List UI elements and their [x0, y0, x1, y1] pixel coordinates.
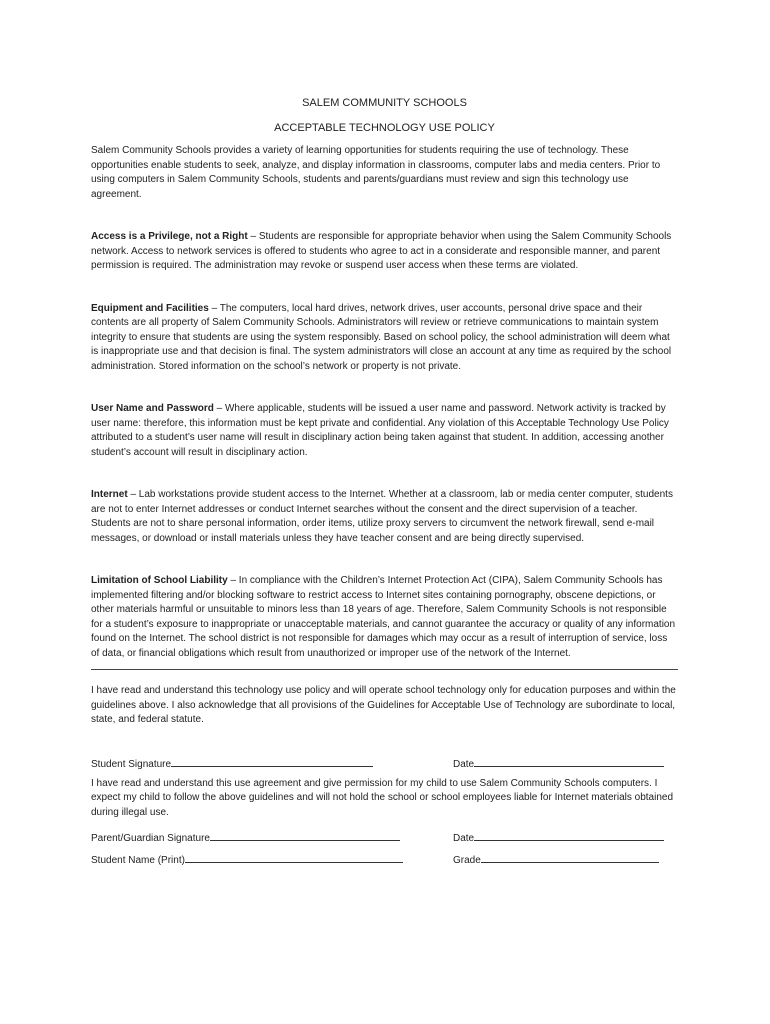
student-date-field[interactable] — [474, 755, 664, 767]
date-label: Date — [453, 758, 475, 770]
student-signature-field[interactable] — [171, 755, 373, 767]
section-internet — [91, 488, 678, 546]
section-body: – Lab workstations provide student access to the Internet. Whether at a classroom, lab or media center computer, students are not to enter Internet addresses or conduct Internet searches without the consent and the direct supervision of a teacher. Students are not to share personal information, order items, utilize proxy servers to circumvent the network firewall, send e-mail messages, or download or install materials unless they have teacher consent and are being directly supervised. — [91, 489, 673, 544]
student-name-field[interactable] — [185, 851, 403, 863]
section-heading: Equipment and Facilities — [91, 302, 209, 314]
student-name-label: Student Name (Print) — [91, 855, 185, 866]
policy-title: ACCEPTABLE TECHNOLOGY USE POLICY — [274, 122, 495, 134]
student-name-row — [91, 851, 678, 866]
date-label: Date — [453, 833, 475, 844]
section-body: – In compliance with the Children’s Internet Protection Act (CIPA), Salem Community Schools has implemented filtering and/or blocking software to restrict access to Internet sites containing pornography, obscene depictions, or other materials harmful or unsuitable to minors less than 18 years of age. Therefore, Salem Community Schools is not responsible for a student’s exposure to inappropriate or unacceptable materials, and cannot guarantee the accuracy or quality of any information found on the Internet. The school district is not responsible for damages which may occur as a result of interruption of service, loss of data, or financial obligations which result from unauthorized or improper use of the network of the Internet. — [91, 575, 676, 659]
section-heading: User Name and Password — [91, 403, 214, 414]
parent-acknowledgement: I have read and understand this use agreement and give permission for my child to use Salem Community Schools computers. I expect my child to follow the above guidelines and will not hold the school or school employees liable for Internet materials obtained during illegal use. — [91, 777, 674, 818]
section-access — [91, 230, 678, 274]
section-body: – Where applicable, students will be issued a user name and password. Network activity is tracked by user name: therefore, this information must be kept private and confidential. Any violation of this Acceptable Technology Use Policy attributed to a student’s user name will result in disciplinary action being taken against that student. In addition, accessing another student’s account will result in disciplinary action. — [91, 403, 669, 458]
section-body: – The computers, local hard drives, network drives, user accounts, personal drive space and their contents are all property of Salem Community Schools. Administrators will review or retrieve communications to maintain system integrity to ensure that students are using the system responsibly. Based on school policy, the school administration will deem what is inappropriate use and that decision is final. The system administrators will close an account at any time as required by the school administration. Stored information on the school’s network or property is not private. — [91, 302, 672, 372]
parent-signature-field[interactable] — [210, 829, 400, 841]
parent-signature-row — [91, 829, 678, 844]
student-acknowledgement: I have read and understand this technology use policy and will operate school technology only for education purposes and within the guidelines above. I also acknowledge that all provisions of the Guidelines for Acceptable Use of Technology are subordinate to local, state, and federal statute. — [91, 685, 676, 725]
section-heading: Limitation of School Liability — [91, 575, 228, 586]
grade-label: Grade — [453, 855, 481, 866]
section-equipment — [91, 302, 678, 375]
student-signature-label: Student Signature — [91, 758, 172, 770]
section-heading: Access is a Privilege, not a Right — [91, 231, 248, 242]
district-title: SALEM COMMUNITY SCHOOLS — [302, 97, 467, 109]
section-username-password — [91, 402, 678, 460]
section-body: – Students are responsible for appropriate behavior when using the Salem Community Schools network. Access to network services is offered to students who agree to act in a considerate and responsible manner, and parent permission is required. The administration may revoke or suspend user access when these terms are violated. — [91, 231, 672, 271]
parent-signature-label: Parent/Guardian Signature — [91, 833, 210, 844]
grade-field[interactable] — [481, 851, 659, 863]
section-liability — [91, 574, 678, 661]
section-heading: Internet — [91, 489, 128, 500]
divider-line — [91, 669, 678, 670]
student-signature-row — [91, 755, 678, 770]
intro-paragraph: Salem Community Schools provides a variety of learning opportunities for students requiring the use of technology. These opportunities enable students to seek, analyze, and display information in classrooms, computer labs and media centers. Prior to using computers in Salem Community Schools, students and parents/guardians must review and sign this technology use agreement. — [91, 145, 661, 200]
parent-date-field[interactable] — [474, 829, 664, 841]
